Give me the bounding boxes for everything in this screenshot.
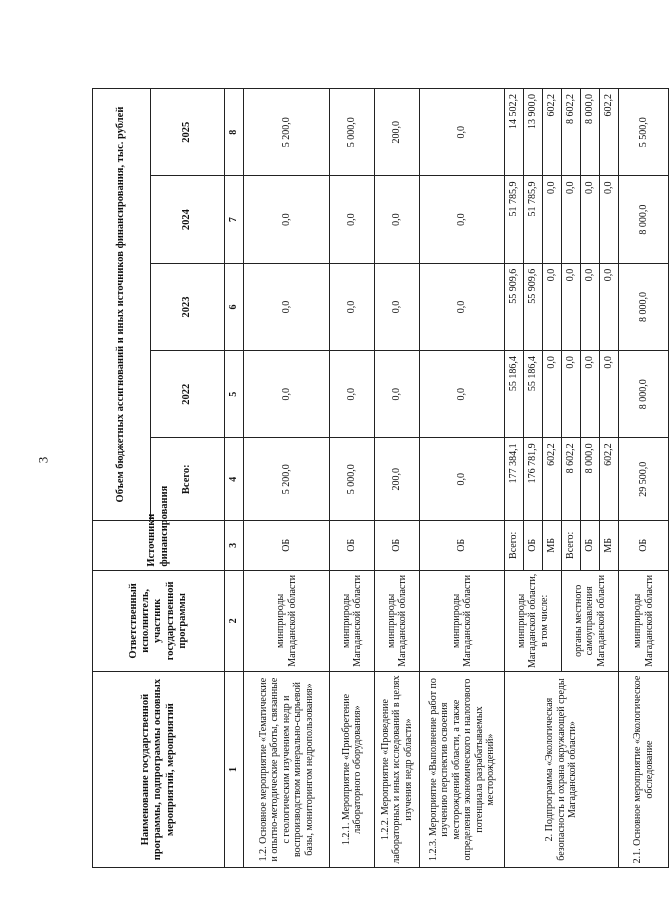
row-total: 8 602,2 <box>562 438 581 521</box>
row-2023: 0,0 <box>375 263 420 350</box>
row-source: ОБ <box>581 521 600 571</box>
row-2025: 602,2 <box>543 89 562 176</box>
row-executor: минприроды Магаданской области <box>330 570 375 672</box>
row-2023: 0,0 <box>600 263 619 350</box>
row-source: ОБ <box>330 521 375 571</box>
row-2024: 51 785,9 <box>505 176 524 263</box>
row-source: ОБ <box>244 521 330 571</box>
table-row <box>420 89 505 868</box>
table-row <box>619 89 669 868</box>
row-2022: 0,0 <box>600 351 619 438</box>
row-executor: минприроды Магаданской области <box>619 570 669 672</box>
row-source: МБ <box>600 521 619 571</box>
budget-table <box>92 88 669 868</box>
row-2022: 0,0 <box>330 351 375 438</box>
table-row <box>330 89 375 868</box>
header-2024: 2024 <box>151 176 225 263</box>
row-name: 2.1. Основное мероприятие «Экологическое обследование <box>619 672 669 868</box>
subprogram-name: 2. Подпрограмма «Экологическая безопасность и охрана окружающей среды Магаданской области» <box>505 672 619 868</box>
column-number: 5 <box>225 351 244 438</box>
row-name: 1.2. Основное мероприятие «Тематические и опытно-методические работы, связанные с геологическим изучением недр и воспроизводством минерально-сырьевой базы, мониторингом недропользования» <box>244 672 330 868</box>
row-2022: 0,0 <box>420 351 505 438</box>
row-2023: 8 000,0 <box>619 263 669 350</box>
page-number: 3 <box>35 456 51 464</box>
row-2023: 55 909,6 <box>524 263 543 350</box>
table-row <box>244 89 330 868</box>
column-number: 8 <box>225 89 244 176</box>
row-total: 8 000,0 <box>581 438 600 521</box>
row-name: 1.2.2. Мероприятие «Проведение лабораторных и иных исследований в целях изучения недр области» <box>375 672 420 868</box>
row-executor: минприроды Магаданской области <box>375 570 420 672</box>
header-executor: Ответственный исполнитель, участник государственной программы <box>93 570 225 672</box>
subprogram-executor-local: органы местного самоуправления Магаданской области <box>562 570 619 672</box>
row-source: Всего: <box>505 521 524 571</box>
row-source: ОБ <box>420 521 505 571</box>
header-funding: Объем бюджетных ассигнований и иных источников финансирования, тыс. рублей <box>93 89 151 521</box>
row-total: 200,0 <box>375 438 420 521</box>
row-source: ОБ <box>524 521 543 571</box>
row-2024: 0,0 <box>600 176 619 263</box>
header-source: Источники финансирования <box>93 521 225 571</box>
column-number: 7 <box>225 176 244 263</box>
column-number: 6 <box>225 263 244 350</box>
row-2025: 5 200,0 <box>244 89 330 176</box>
row-source: ОБ <box>375 521 420 571</box>
row-2022: 55 186,4 <box>505 351 524 438</box>
row-2024: 51 785,9 <box>524 176 543 263</box>
row-2022: 0,0 <box>562 351 581 438</box>
column-number: 4 <box>225 438 244 521</box>
row-2025: 602,2 <box>600 89 619 176</box>
row-total: 0,0 <box>420 438 505 521</box>
row-2022: 8 000,0 <box>619 351 669 438</box>
row-executor: минприроды Магаданской области <box>420 570 505 672</box>
row-source: ОБ <box>619 521 669 571</box>
row-source: МБ <box>543 521 562 571</box>
row-2025: 0,0 <box>420 89 505 176</box>
row-2025: 200,0 <box>375 89 420 176</box>
row-2025: 8 602,2 <box>562 89 581 176</box>
row-2024: 0,0 <box>543 176 562 263</box>
row-executor: минприроды Магаданской области <box>244 570 330 672</box>
row-2024: 0,0 <box>330 176 375 263</box>
row-total: 29 500,0 <box>619 438 669 521</box>
row-total: 177 384,1 <box>505 438 524 521</box>
row-total: 5 000,0 <box>330 438 375 521</box>
column-number: 2 <box>225 570 244 672</box>
row-2023: 0,0 <box>420 263 505 350</box>
header-2025: 2025 <box>151 89 225 176</box>
table-row <box>505 89 524 868</box>
row-2023: 0,0 <box>581 263 600 350</box>
row-2023: 55 909,6 <box>505 263 524 350</box>
row-total: 176 781,9 <box>524 438 543 521</box>
row-total: 5 200,0 <box>244 438 330 521</box>
row-2025: 5 500,0 <box>619 89 669 176</box>
row-2025: 8 000,0 <box>581 89 600 176</box>
row-2025: 5 000,0 <box>330 89 375 176</box>
row-2022: 0,0 <box>543 351 562 438</box>
header-total: Всего: <box>151 438 225 521</box>
row-2024: 0,0 <box>375 176 420 263</box>
row-2024: 0,0 <box>581 176 600 263</box>
header-2023: 2023 <box>151 263 225 350</box>
row-2025: 13 900,0 <box>524 89 543 176</box>
row-source: Всего: <box>562 521 581 571</box>
row-2023: 0,0 <box>244 263 330 350</box>
row-2022: 0,0 <box>581 351 600 438</box>
header-name: Наименование государственной программы, подпрограммы основных мероприятий, мероприятий <box>93 672 225 868</box>
subprogram-executor: минприроды Магаданской области, в том числе: <box>505 570 562 672</box>
row-total: 602,2 <box>600 438 619 521</box>
rotated-table-container <box>92 88 655 868</box>
column-number: 1 <box>225 672 244 868</box>
row-2025: 14 502,2 <box>505 89 524 176</box>
row-2024: 0,0 <box>562 176 581 263</box>
row-total: 602,2 <box>543 438 562 521</box>
row-name: 1.2.3. Мероприятие «Выполнение работ по изучению перспектив освоения месторождений области, а также определения экономического и налогового потенциала разрабатываемых месторождений» <box>420 672 505 868</box>
row-2024: 8 000,0 <box>619 176 669 263</box>
row-2024: 0,0 <box>244 176 330 263</box>
row-2023: 0,0 <box>330 263 375 350</box>
table-row <box>375 89 420 868</box>
row-2023: 0,0 <box>543 263 562 350</box>
row-name: 1.2.1. Мероприятие «Приобретение лабораторного оборудования» <box>330 672 375 868</box>
row-2022: 0,0 <box>375 351 420 438</box>
row-2022: 55 186,4 <box>524 351 543 438</box>
header-2022: 2022 <box>151 351 225 438</box>
row-2024: 0,0 <box>420 176 505 263</box>
column-number: 3 <box>225 521 244 571</box>
row-2023: 0,0 <box>562 263 581 350</box>
row-2022: 0,0 <box>244 351 330 438</box>
